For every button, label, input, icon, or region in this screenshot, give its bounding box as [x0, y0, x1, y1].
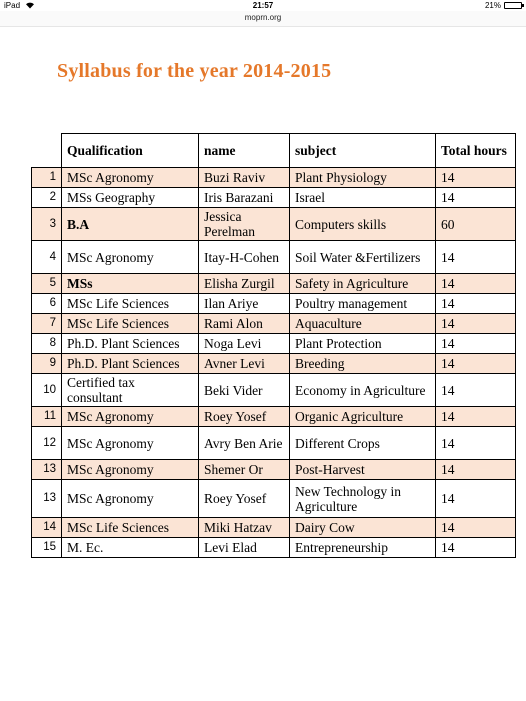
cell-name: Miki Hatzav	[199, 518, 290, 538]
cell-subject: Plant Protection	[290, 334, 436, 354]
url-text: moprn.org	[244, 13, 282, 22]
table-row	[32, 188, 516, 208]
page-title: Syllabus for the year 2014-2015	[57, 60, 332, 82]
cell-total-hours: 14	[436, 427, 516, 460]
row-number: 11	[32, 407, 62, 427]
clock: 21:57	[252, 1, 274, 10]
row-number: 9	[32, 354, 62, 374]
cell-name: Avry Ben Arie	[199, 427, 290, 460]
cell-subject: Entrepreneurship	[290, 538, 436, 558]
cell-qualification: MSs	[62, 274, 199, 294]
cell-name: Roey Yosef	[199, 480, 290, 518]
table-row	[32, 518, 516, 538]
cell-qualification: M. Ec.	[62, 538, 199, 558]
cell-qualification: MSc Life Sciences	[62, 518, 199, 538]
cell-subject: Soil Water &Fertilizers	[290, 241, 436, 274]
cell-total-hours: 14	[436, 241, 516, 274]
table-row	[32, 460, 516, 480]
row-number: 8	[32, 334, 62, 354]
cell-subject: Safety in Agriculture	[290, 274, 436, 294]
cell-total-hours: 14	[436, 374, 516, 407]
cell-subject: Israel	[290, 188, 436, 208]
cell-subject: Computers skills	[290, 208, 436, 241]
cell-total-hours: 14	[436, 168, 516, 188]
cell-name: Ilan Ariye	[199, 294, 290, 314]
row-number: 12	[32, 427, 62, 460]
table-row	[32, 241, 516, 274]
cell-qualification: MSc Agronomy	[62, 480, 199, 518]
cell-qualification: MSc Agronomy	[62, 460, 199, 480]
table-row	[32, 407, 516, 427]
cell-name: Iris Barazani	[199, 188, 290, 208]
cell-total-hours: 14	[436, 334, 516, 354]
cell-name: Beki Vider	[199, 374, 290, 407]
cell-subject: Plant Physiology	[290, 168, 436, 188]
row-number: 14	[32, 518, 62, 538]
syllabus-table	[31, 133, 516, 558]
cell-subject: Post-Harvest	[290, 460, 436, 480]
cell-subject: Aquaculture	[290, 314, 436, 334]
cell-qualification: MSc Agronomy	[62, 407, 199, 427]
table-row	[32, 480, 516, 518]
table-row	[32, 427, 516, 460]
row-number: 1	[32, 168, 62, 188]
cell-name: Buzi Raviv	[199, 168, 290, 188]
table-row	[32, 208, 516, 241]
table-row	[32, 334, 516, 354]
row-number: 5	[32, 274, 62, 294]
header-total-hours: Total hours	[436, 134, 516, 168]
table-row	[32, 274, 516, 294]
device-name: iPad	[4, 1, 21, 10]
cell-total-hours: 14	[436, 538, 516, 558]
cell-subject: Different Crops	[290, 427, 436, 460]
table-row	[32, 538, 516, 558]
battery-status	[485, 1, 522, 10]
cell-subject: Breeding	[290, 354, 436, 374]
cell-qualification: MSc Life Sciences	[62, 314, 199, 334]
table-row	[32, 168, 516, 188]
cell-total-hours: 14	[436, 354, 516, 374]
cell-qualification: MSc Life Sciences	[62, 294, 199, 314]
address-bar[interactable]	[0, 11, 526, 27]
row-number: 15	[32, 538, 62, 558]
row-number: 7	[32, 314, 62, 334]
table-row	[32, 294, 516, 314]
cell-total-hours: 14	[436, 518, 516, 538]
cell-total-hours: 14	[436, 460, 516, 480]
cell-qualification: Certified tax consultant	[62, 374, 199, 407]
row-number: 3	[32, 208, 62, 241]
cell-name: Shemer Or	[199, 460, 290, 480]
header-blank-cell	[32, 134, 62, 168]
cell-total-hours: 14	[436, 407, 516, 427]
cell-subject: Organic Agriculture	[290, 407, 436, 427]
cell-qualification: Ph.D. Plant Sciences	[62, 354, 199, 374]
cell-name: Avner Levi	[199, 354, 290, 374]
cell-name: Noga Levi	[199, 334, 290, 354]
cell-name: Elisha Zurgil	[199, 274, 290, 294]
header-qualification: Qualification	[62, 134, 199, 168]
battery-icon	[504, 2, 522, 9]
cell-subject: Dairy Cow	[290, 518, 436, 538]
row-number: 4	[32, 241, 62, 274]
cell-subject: New Technology in Agriculture	[290, 480, 436, 518]
cell-qualification: MSs Geography	[62, 188, 199, 208]
cell-total-hours: 14	[436, 188, 516, 208]
row-number: 10	[32, 374, 62, 407]
header-name: name	[199, 134, 290, 168]
cell-subject: Poultry management	[290, 294, 436, 314]
cell-subject: Economy in Agriculture	[290, 374, 436, 407]
cell-qualification: Ph.D. Plant Sciences	[62, 334, 199, 354]
cell-name: Jessica Perelman	[199, 208, 290, 241]
cell-qualification: MSc Agronomy	[62, 241, 199, 274]
cell-qualification: B.A	[62, 208, 199, 241]
cell-name: Levi Elad	[199, 538, 290, 558]
cell-name: Itay-H-Cohen	[199, 241, 290, 274]
cell-qualification: MSc Agronomy	[62, 168, 199, 188]
cell-total-hours: 14	[436, 314, 516, 334]
row-number: 2	[32, 188, 62, 208]
header-subject: subject	[290, 134, 436, 168]
cell-total-hours: 14	[436, 274, 516, 294]
table-row	[32, 354, 516, 374]
table-row	[32, 314, 516, 334]
cell-qualification: MSc Agronomy	[62, 427, 199, 460]
cell-name: Roey Yosef	[199, 407, 290, 427]
row-number: 13	[32, 480, 62, 518]
row-number: 13	[32, 460, 62, 480]
table-row	[32, 374, 516, 407]
cell-name: Rami Alon	[199, 314, 290, 334]
battery-percent: 21%	[484, 1, 501, 10]
status-bar	[0, 0, 526, 11]
cell-total-hours: 60	[436, 208, 516, 241]
table-header-row	[32, 134, 516, 168]
row-number: 6	[32, 294, 62, 314]
cell-total-hours: 14	[436, 480, 516, 518]
cell-total-hours: 14	[436, 294, 516, 314]
